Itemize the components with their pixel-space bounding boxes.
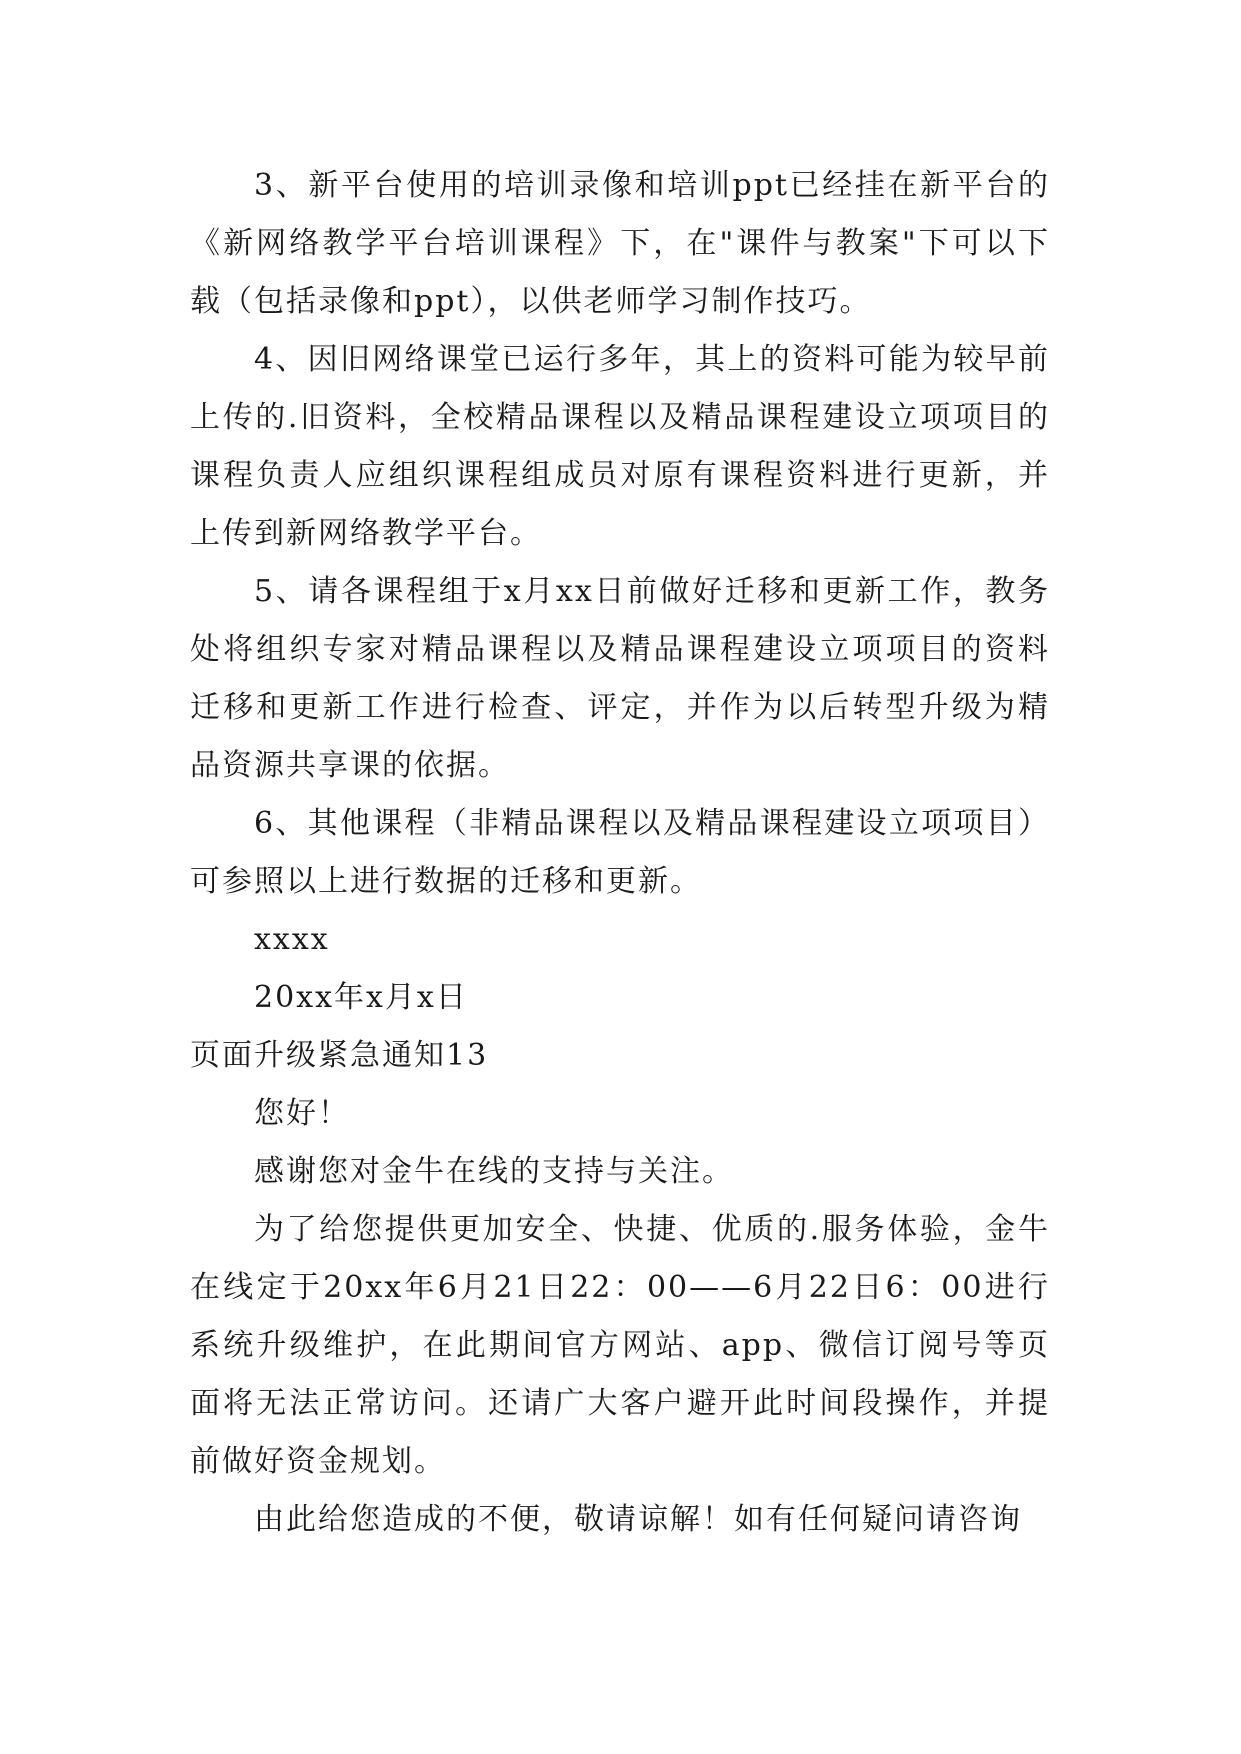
paragraph-item-3: 3、新平台使用的培训录像和培训ppt已经挂在新平台的《新网络教学平台培训课程》下，在"课件与教案"下可以下载（包括录像和ppt），以供老师学习制作技巧。 [190,168,1050,319]
document-body [190,157,1050,1549]
paragraph-item-6: 6、其他课程（非精品课程以及精品课程建设立项项目）可参照以上进行数据的迁移和更新。 [190,806,1050,899]
apology-paragraph: 由此给您造成的不便，敬请谅解！如有任何疑问请咨询 [254,1502,1022,1537]
maintenance-paragraph: 为了给您提供更加安全、快捷、优质的.服务体验，金牛在线定于20xx年6月21日22：00——6月22日6：00进行系统升级维护，在此期间官方网站、app、微信订阅号等页面将无法正常访问。还请广大客户避开此时间段操作，并提前做好资金规划。 [190,1212,1050,1479]
thanks-paragraph: 感谢您对金牛在线的支持与关注。 [254,1154,734,1189]
greeting: 您好！ [254,1096,350,1131]
paragraph-item-5: 5、请各课程组于x月xx日前做好迁移和更新工作，教务处将组织专家对精品课程以及精品课程建设立项项目的资料迁移和更新工作进行检查、评定，并作为以后转型升级为精品资源共享课的依据。 [190,574,1050,783]
paragraph-item-4: 4、因旧网络课堂已运行多年，其上的资料可能为较早前上传的.旧资料，全校精品课程以及精品课程建设立项项目的课程负责人应组织课程组成员对原有课程资料进行更新，并上传到新网络教学平台。 [190,342,1050,551]
section-title: 页面升级紧急通知13 [190,1038,489,1073]
signature-name: xxxx [254,922,330,957]
signature-date: 20xx年x月x日 [254,980,468,1015]
